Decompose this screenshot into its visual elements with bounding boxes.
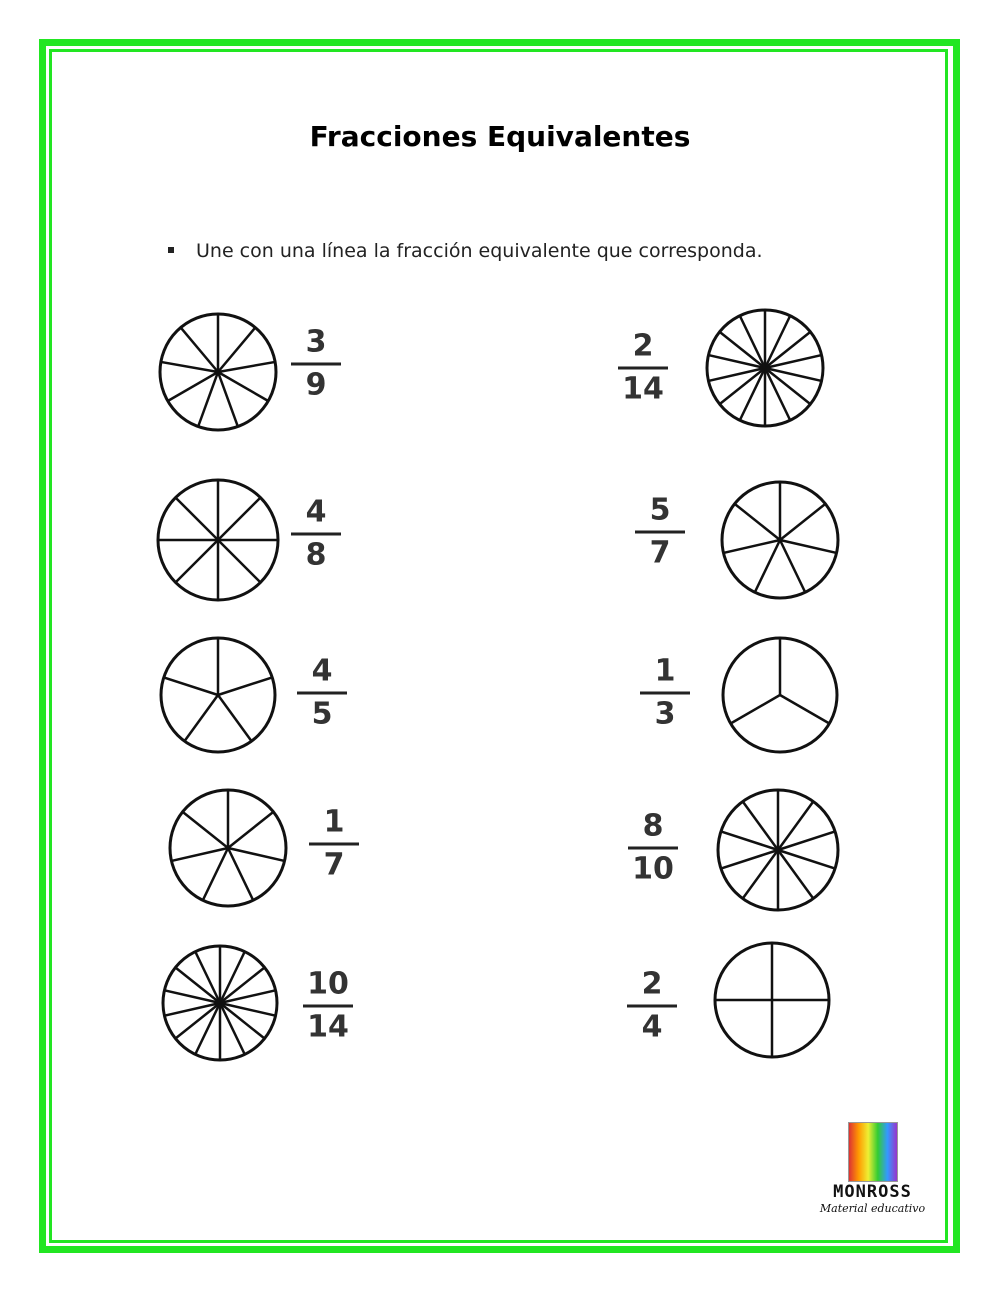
fraction-bar <box>297 692 347 695</box>
logo-tagline: Material educativo <box>819 1202 926 1215</box>
right-fraction-circle-4 <box>718 790 838 910</box>
circle-division-line <box>220 1003 245 1054</box>
circle-division-line <box>195 952 220 1003</box>
right-fraction-circle-1 <box>707 310 823 426</box>
numerator: 4 <box>311 653 333 689</box>
numerator: 1 <box>323 804 345 840</box>
crayon-box-icon <box>848 1122 898 1182</box>
left-fraction-circle-2 <box>158 480 278 600</box>
left-fraction-1 <box>281 325 351 404</box>
circle-division-line <box>218 540 260 582</box>
circle-division-line <box>228 848 285 861</box>
circle-division-line <box>723 540 780 553</box>
circle-division-line <box>740 368 765 420</box>
fraction-bar <box>627 1005 677 1008</box>
numerator: 4 <box>305 494 327 530</box>
circle-division-line <box>218 372 238 427</box>
numerator: 1 <box>654 653 676 689</box>
circle-division-line <box>778 850 835 869</box>
left-fraction-2 <box>281 495 351 574</box>
fraction-bar <box>635 531 685 534</box>
circle-division-line <box>743 850 778 899</box>
circle-division-line <box>228 848 253 900</box>
numerator: 10 <box>307 966 349 1002</box>
denominator: 10 <box>632 851 674 887</box>
circle-division-line <box>195 1003 220 1054</box>
denominator: 7 <box>649 535 671 571</box>
circle-division-line <box>731 695 780 724</box>
circle-division-line <box>743 801 778 850</box>
fraction-bar <box>628 847 678 850</box>
circle-division-line <box>183 812 228 848</box>
circle-division-line <box>218 498 260 540</box>
left-fraction-circle-1 <box>160 314 276 430</box>
circle-division-line <box>721 831 778 850</box>
denominator: 14 <box>622 371 664 407</box>
circle-division-line <box>168 372 218 401</box>
circle-division-line <box>778 850 813 899</box>
numerator: 5 <box>649 492 671 528</box>
worksheet-title: Fracciones Equivalentes <box>309 120 691 153</box>
circle-division-line <box>176 540 218 582</box>
circle-division-line <box>778 801 813 850</box>
circle-division-line <box>780 504 825 540</box>
numerator: 2 <box>641 966 663 1002</box>
left-fraction-circle-4 <box>170 790 286 906</box>
circle-division-line <box>778 831 835 850</box>
left-fraction-circle-5 <box>163 946 277 1060</box>
right-fraction-1 <box>608 329 678 408</box>
circle-division-line <box>203 848 228 900</box>
numerator: 8 <box>642 808 664 844</box>
right-fraction-4 <box>618 809 688 888</box>
circle-division-line <box>164 677 218 695</box>
circle-division-line <box>721 850 778 869</box>
denominator: 8 <box>305 537 327 573</box>
denominator: 14 <box>307 1009 349 1045</box>
right-fraction-2 <box>625 493 695 572</box>
fraction-bar <box>303 1005 353 1008</box>
logo-brand: MONROSS <box>833 1182 912 1202</box>
instruction-text: Une con una línea la fracción equivalente que corresponda. <box>196 240 763 262</box>
circle-division-line <box>184 695 218 741</box>
circle-division-line <box>765 316 790 368</box>
circle-division-line <box>218 372 268 401</box>
fraction-bar <box>291 533 341 536</box>
logo <box>815 1122 930 1215</box>
fraction-bar <box>618 367 668 370</box>
denominator: 9 <box>305 367 327 403</box>
circle-division-line <box>228 812 273 848</box>
right-fraction-circle-5 <box>715 943 829 1057</box>
numerator: 3 <box>305 324 327 360</box>
left-fraction-circle-3 <box>161 638 275 752</box>
fraction-bar <box>309 843 359 846</box>
circle-division-line <box>755 540 780 592</box>
denominator: 5 <box>311 696 333 732</box>
left-fraction-5 <box>293 967 363 1046</box>
circle-division-line <box>780 540 837 553</box>
fraction-bar <box>640 692 690 695</box>
circle-division-line <box>765 368 790 420</box>
right-fraction-circle-2 <box>722 482 838 598</box>
circle-division-line <box>218 677 272 695</box>
circle-division-line <box>171 848 228 861</box>
fraction-bar <box>291 363 341 366</box>
numerator: 2 <box>632 328 654 364</box>
circle-division-line <box>198 372 218 427</box>
circle-division-line <box>218 695 252 741</box>
right-fraction-5 <box>617 967 687 1046</box>
denominator: 7 <box>323 847 345 883</box>
left-fraction-3 <box>287 654 357 733</box>
denominator: 3 <box>654 696 676 732</box>
circle-division-line <box>735 504 780 540</box>
left-fraction-4 <box>299 805 369 884</box>
circle-division-line <box>780 695 829 724</box>
right-fraction-3 <box>630 654 700 733</box>
denominator: 4 <box>641 1009 663 1045</box>
circle-division-line <box>220 952 245 1003</box>
circle-division-line <box>780 540 805 592</box>
circle-division-line <box>740 316 765 368</box>
right-fraction-circle-3 <box>723 638 837 752</box>
circle-division-line <box>176 498 218 540</box>
